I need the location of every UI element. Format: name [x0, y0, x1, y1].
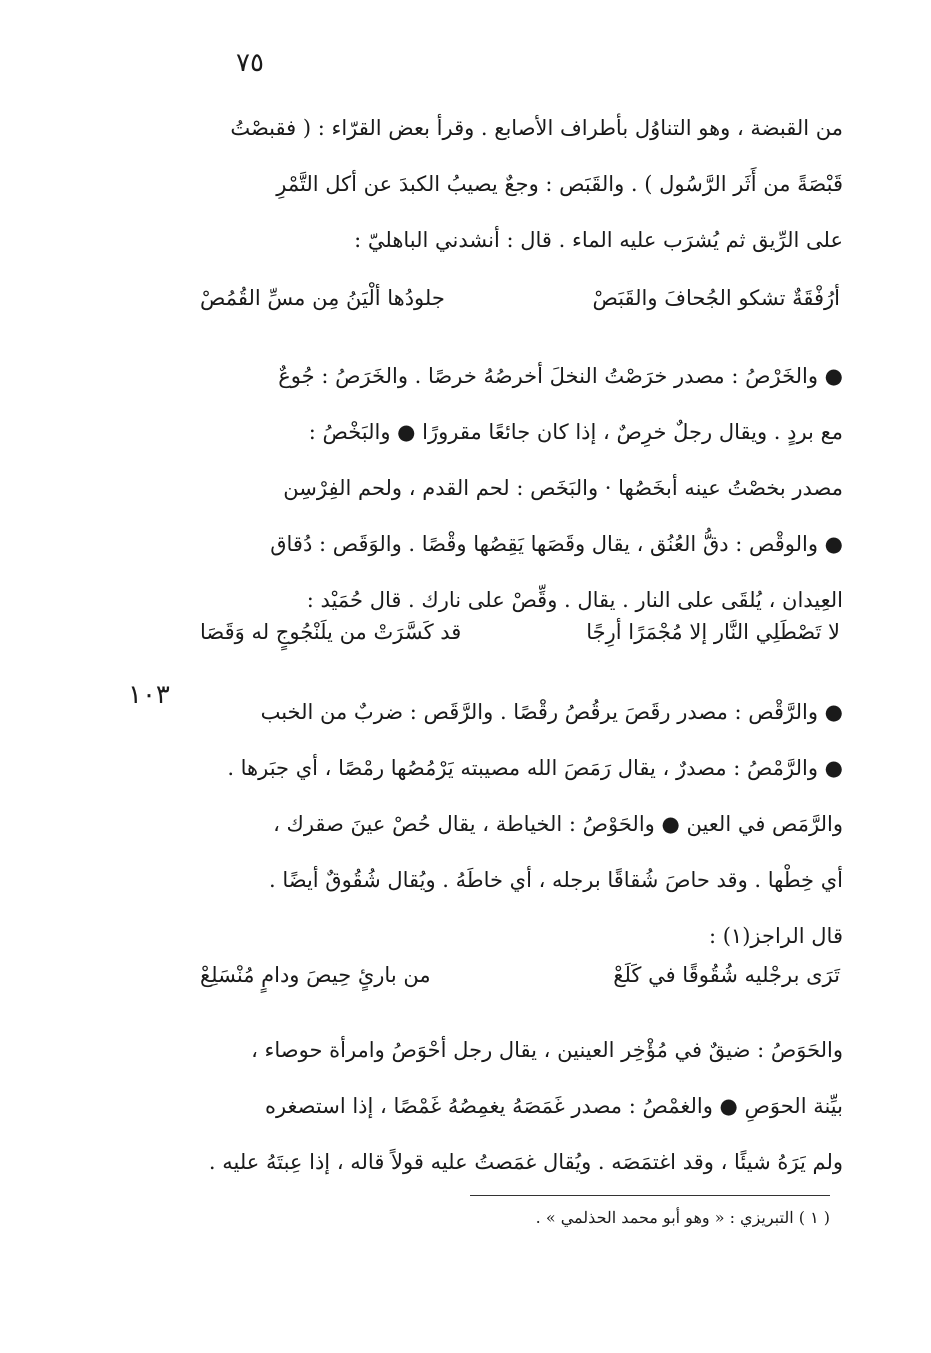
paragraph-khars	[180, 348, 843, 628]
verse-line	[200, 612, 840, 652]
text-line: ● والوقْص : دقُّ العُنُق ، يقال وقَصَها يَقِصُها وقْصًا . والوَقَص : دُقاق	[270, 532, 843, 556]
text-line: ● والرَّقْص : مصدر رقَصَ يرقُصُ رقْصًا . والرَّقَص : ضربٌ من الخبب	[260, 700, 843, 724]
paragraph-qabs	[180, 100, 843, 268]
text-line: بيِّنة الحوَصِ ● والغمْصُ : مصدر غَمَصَهُ يغمِصُهُ غَمْصًا ، إذا استصغره	[264, 1094, 843, 1118]
verse-line	[200, 278, 840, 318]
margin-number: ١٠٣	[128, 680, 170, 710]
paragraph-raqs	[180, 684, 843, 964]
text-line: مصدر بخصْتُ عينه أبخَصُها · والبَخَص : لحم القدم ، ولحم الفِرْسِن	[283, 476, 843, 500]
verse-hemistich-first: أرُفْقَةٌ تشكو الجُحافَ والقَبَصْ	[592, 286, 840, 310]
verse-line	[200, 955, 840, 995]
verse-hemistich-first: لا تَصْطَلِي النَّار إلا مُجْمَرًا أرِجًا	[586, 620, 840, 644]
text-line: العِيدان ، يُلقَى على النار . يقال . وقِّصْ على نارك . قال حُمَيْد :	[306, 588, 843, 612]
text-line: قَبْصَةً من أَثَر الرَّسُول ) . والقَبَص : وجعٌ يصيبُ الكبدَ عن أكل التَّمْرِ	[276, 172, 843, 196]
verse-hemistich-second: جلودُها ألْيَنُ مِن مسِّ القُمُصْ	[200, 286, 445, 310]
paragraph-hawas	[180, 1022, 843, 1190]
text-line: على الرِّيق ثم يُشرَب عليه الماء . قال : أنشدني الباهليّ :	[354, 228, 843, 252]
text-line: والرَّمَص في العين ● والحَوْصُ : الخياطة ، يقال حُصْ عينَ صقرك ،	[273, 812, 843, 836]
verse-hemistich-first: تَرَى برجْليه شُقُوقًا في كَلَعْ	[613, 963, 840, 987]
text-line: ● والرَّمْصُ : مصدرٌ ، يقال رَمَصَ الله مصيبته يَرْمُصُها رمْصًا ، أي جبَرها .	[227, 756, 843, 780]
page-number: ٧٥	[236, 48, 264, 78]
verse-hemistich-second: قد كَسَّرَتْ من يلَنْجُوجٍ له وَقَصَا	[200, 620, 462, 644]
text-line: أي خِطْها . وقد حاصَ شُقاقًا برجله ، أي خاطَهُ . ويُقال شُقُوقٌ أيضًا .	[268, 868, 843, 892]
text-line: من القبضة ، وهو التناوُل بأطراف الأصابع . وقرأ بعض القرّاء : ( فقبصْتُ	[230, 116, 843, 140]
footnote: ( ١ ) التبريزي : « وهو أبو محمد الحذلمي » .	[535, 1208, 830, 1227]
text-line: ولم يَرَهُ شيئًا ، وقد اغتمَصَه . ويُقال غمَصتُ عليه قولاً قاله ، إذا عِبتَهُ عليه .	[208, 1150, 843, 1174]
text-line: مع بردٍ . ويقال رجلٌ خرِصٌ ، إذا كان جائعًا مقرورًا ● والبَخْصُ :	[308, 420, 843, 444]
footnote-divider	[470, 1195, 830, 1196]
text-line: قال الراجز(١) :	[708, 924, 843, 948]
verse-hemistich-second: من بارئٍ حِيصَ ودامٍ مُنْسَلِعْ	[200, 963, 431, 987]
text-line: والحَوَصُ : ضيقٌ في مُؤْخِر العينين ، يقال رجل أحْوَصُ وامرأة حوصاء ،	[251, 1038, 843, 1062]
text-line: ● والخَرْصُ : مصدر خرَصْتُ النخلَ أخرصُهُ خرصًا . والخَرَصُ : جُوعٌ	[278, 364, 843, 388]
